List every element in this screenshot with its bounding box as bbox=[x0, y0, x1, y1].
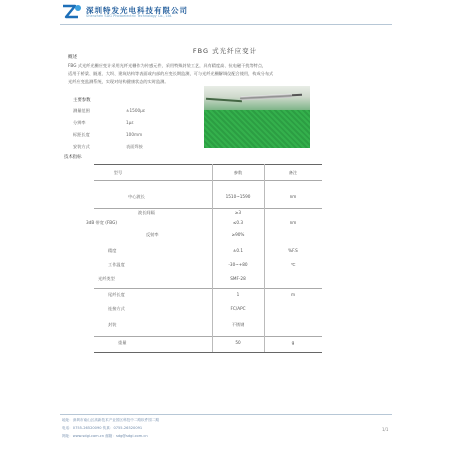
param-label: 分辨率 bbox=[73, 120, 86, 125]
table-cell-value: 50 bbox=[235, 340, 241, 345]
footer-divider bbox=[60, 414, 392, 415]
param-value: 表面焊接 bbox=[126, 144, 143, 149]
table-cell-label: 连接方式 bbox=[108, 306, 125, 311]
table-rule bbox=[94, 288, 322, 289]
intro-heading: 概述 bbox=[68, 55, 78, 60]
table-cell-label: 3dB 带宽 (FBG) bbox=[86, 220, 117, 225]
table-cell-value: -30~+80 bbox=[228, 262, 248, 267]
table-header: 参数 bbox=[233, 170, 243, 175]
table-cell-value: 1510~1590 bbox=[225, 194, 251, 199]
table-col-rule bbox=[212, 164, 213, 352]
table-cell-label: 重量 bbox=[118, 340, 127, 345]
table-cell-note: m bbox=[290, 292, 296, 297]
table-cell-label: 波长间隔 bbox=[138, 210, 155, 215]
table-cell-label: 中心波长 bbox=[128, 194, 145, 199]
company-name: 深圳特发光电科技有限公司 bbox=[86, 6, 188, 15]
param-label: 标距长度 bbox=[73, 132, 90, 137]
param-label: 测量范围 bbox=[73, 108, 90, 113]
table-cell-label: 尾纤长度 bbox=[108, 292, 125, 297]
table-heading: 技术指标 bbox=[64, 155, 82, 160]
table-cell-value: 不锈钢 bbox=[231, 322, 245, 327]
table-cell-value: 1 bbox=[236, 292, 240, 297]
table-cell-label: 反射率 bbox=[146, 232, 159, 237]
param-value: ±1500με bbox=[126, 108, 146, 113]
param-value: 1με bbox=[126, 120, 134, 125]
table-cell-value: ≤0.3 bbox=[232, 220, 244, 225]
intro-line: FBG 式光纤光栅应变计采用光纤光栅作为传感元件，采用特殊封装工艺，具有精度高、抗电磁干扰等特点， bbox=[68, 63, 267, 68]
table-rule bbox=[94, 336, 322, 337]
intro-line: 适用于桥梁、隧道、大坝、建筑结构等表面或内部的应变长期监测，可与光纤光栅解调仪配合使用，构成分布式 bbox=[68, 71, 274, 76]
table-cell-note: nm bbox=[289, 194, 297, 199]
company-name-en: Shenzhen SDG Photoelectric Technology Co., Ltd. bbox=[86, 14, 173, 18]
table-cell-note: g bbox=[291, 340, 295, 345]
footer-phone: 电话：0755-26520090 传真：0755-26520091 bbox=[62, 426, 143, 430]
table-rule bbox=[94, 180, 322, 181]
table-rule bbox=[94, 208, 322, 209]
table-header: 备注 bbox=[288, 170, 298, 175]
table-rule bbox=[94, 352, 322, 353]
table-cell-label: 精度 bbox=[108, 248, 117, 253]
company-logo bbox=[62, 4, 82, 20]
intro-paragraph bbox=[68, 62, 388, 86]
spec-table bbox=[86, 164, 322, 352]
table-col-rule bbox=[264, 164, 265, 352]
table-cell-value: FC/APC bbox=[230, 306, 246, 311]
table-cell-value: SMF-28 bbox=[230, 276, 246, 281]
param-label: 安装方式 bbox=[73, 144, 90, 149]
footer-web: 网址：www.sdgi.com.cn 邮箱：sdg@sdgi.com.cn bbox=[62, 434, 148, 438]
table-cell-note: ℃ bbox=[290, 262, 296, 267]
table-cell-label: 封装 bbox=[108, 322, 117, 327]
param-value: 100mm bbox=[126, 132, 143, 137]
table-cell-label: 工作温度 bbox=[108, 262, 125, 267]
table-header: 型号 bbox=[113, 170, 123, 175]
header-divider bbox=[60, 24, 392, 25]
page-number: 1/1 bbox=[382, 427, 389, 432]
table-cell-value: ±0.1 bbox=[232, 248, 244, 253]
table-rule bbox=[94, 164, 322, 165]
table-cell-label: 光纤类型 bbox=[98, 276, 115, 281]
footer-address: 地址：深圳市南山区高新技术产业园区科技中二路软件园二期 bbox=[62, 418, 160, 422]
table-cell-note: %F.S bbox=[288, 248, 298, 253]
intro-line: 光纤应变监测系统，实现对结构健康状态的实时监测。 bbox=[68, 79, 169, 84]
table-cell-value: ≥3 bbox=[234, 210, 242, 215]
table-cell-value: ≥90% bbox=[231, 232, 245, 237]
param-heading: 主要参数 bbox=[73, 98, 91, 103]
document-title: FBG 式光纤应变计 bbox=[192, 47, 258, 55]
table-cell-note: nm bbox=[289, 220, 297, 225]
product-photo bbox=[204, 86, 310, 148]
